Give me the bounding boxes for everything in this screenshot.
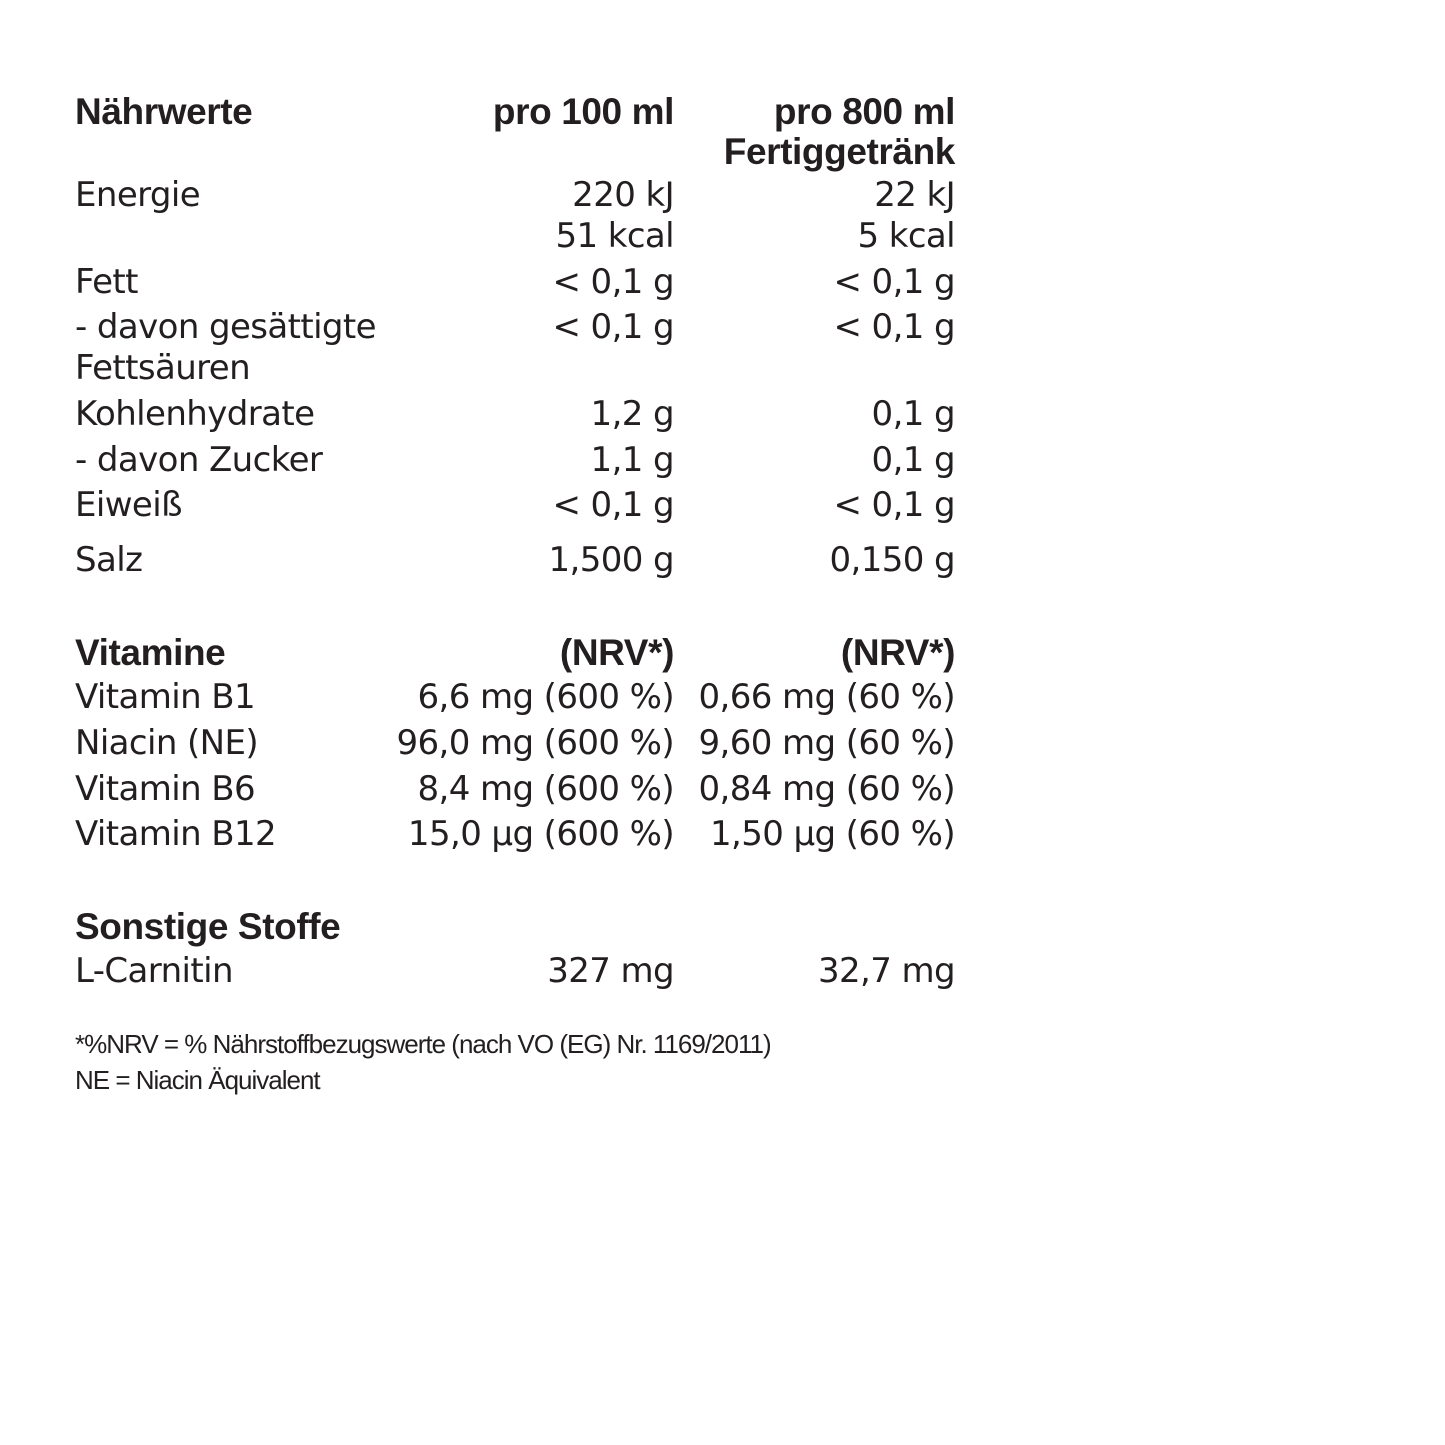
row-gesaettigte-value-800ml: < 0,1 g xyxy=(833,307,955,347)
row-kohlenhydrate-value-800ml: 0,1 g xyxy=(871,394,955,434)
row-vitamin-b1-value-800ml: 0,66 mg (60 %) xyxy=(698,677,955,717)
section-heading-naehrwerte: Nährwerte xyxy=(75,91,253,132)
row-fett-value-100ml: < 0,1 g xyxy=(552,262,674,302)
row-l-carnitin-value-100ml: 327 mg xyxy=(547,951,674,991)
row-zucker-value-100ml: 1,1 g xyxy=(590,440,674,480)
row-vitamin-b6-value-800ml: 0,84 mg (60 %) xyxy=(698,769,955,809)
row-energie-value-800ml: 22 kJ xyxy=(874,175,955,215)
row-vitamin-b12-value-800ml: 1,50 µg (60 %) xyxy=(709,814,955,854)
row-vitamin-b1-label: Vitamin B1 xyxy=(75,677,256,717)
row-eiweiss-value-800ml: < 0,1 g xyxy=(833,485,955,525)
row-vitamin-b6-value-100ml: 8,4 mg (600 %) xyxy=(417,769,674,809)
row-kohlenhydrate-value-100ml: 1,2 g xyxy=(590,394,674,434)
row-l-carnitin-value-800ml: 32,7 mg xyxy=(817,951,955,991)
column-header-per-800ml: pro 800 ml xyxy=(773,91,955,132)
footnote-nrv: *%NRV = % Nährstoffbezugswerte (nach VO (EG) Nr. 1169/2011) xyxy=(75,1029,771,1059)
section-heading-sonstige-stoffe: Sonstige Stoffe xyxy=(75,906,341,947)
row-vitamin-b1-value-100ml: 6,6 mg (600 %) xyxy=(417,677,674,717)
vitamine-header-nrv-800ml: (NRV*) xyxy=(840,632,955,673)
row-niacin-value-100ml: 96,0 mg (600 %) xyxy=(396,723,674,763)
row-eiweiss-label: Eiweiß xyxy=(75,485,182,525)
row-gesaettigte-label-line2: Fettsäuren xyxy=(75,348,251,388)
row-fett-value-800ml: < 0,1 g xyxy=(833,262,955,302)
row-gesaettigte-value-100ml: < 0,1 g xyxy=(552,307,674,347)
row-salz-value-800ml: 0,150 g xyxy=(829,540,955,580)
row-salz-label: Salz xyxy=(75,540,143,580)
row-fett-label: Fett xyxy=(75,262,138,302)
row-zucker-label: - davon Zucker xyxy=(75,440,323,480)
row-zucker-value-800ml: 0,1 g xyxy=(871,440,955,480)
row-l-carnitin-label: L-Carnitin xyxy=(75,951,233,991)
row-eiweiss-value-100ml: < 0,1 g xyxy=(552,485,674,525)
column-header-per-100ml: pro 100 ml xyxy=(492,91,674,132)
column-header-per-800ml-line2: Fertiggetränk xyxy=(723,131,955,172)
row-vitamin-b6-label: Vitamin B6 xyxy=(75,769,256,809)
row-salz-value-100ml: 1,500 g xyxy=(548,540,674,580)
section-heading-vitamine: Vitamine xyxy=(75,632,226,673)
footnote-niacin-equivalent: NE = Niacin Äquivalent xyxy=(75,1065,320,1095)
row-energie-kcal-800ml: 5 kcal xyxy=(857,216,955,256)
vitamine-header-nrv-100ml: (NRV*) xyxy=(559,632,674,673)
row-gesaettigte-label: - davon gesättigte xyxy=(75,307,376,347)
row-energie-value-100ml: 220 kJ xyxy=(572,175,674,215)
row-vitamin-b12-value-100ml: 15,0 µg (600 %) xyxy=(407,814,674,854)
row-niacin-label: Niacin (NE) xyxy=(75,723,259,763)
row-kohlenhydrate-label: Kohlenhydrate xyxy=(75,394,315,434)
row-energie-kcal-100ml: 51 kcal xyxy=(555,216,674,256)
row-niacin-value-800ml: 9,60 mg (60 %) xyxy=(698,723,955,763)
row-energie-label: Energie xyxy=(75,175,201,215)
row-vitamin-b12-label: Vitamin B12 xyxy=(75,814,277,854)
